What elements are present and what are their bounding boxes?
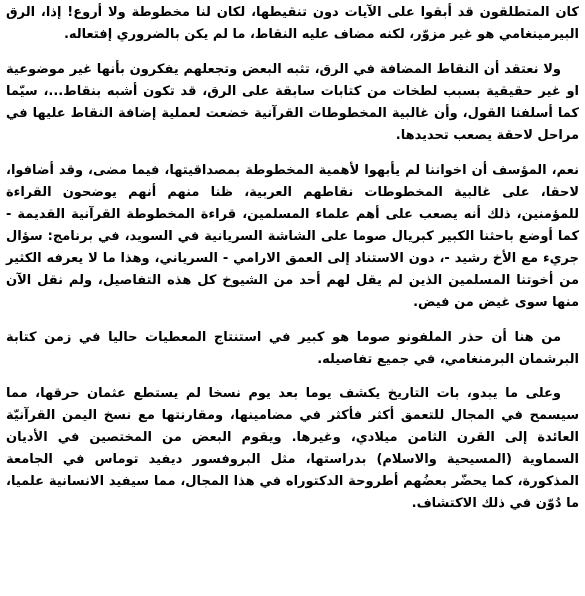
paragraph-1: كان المتطلقون قد أبقوا على الآيات دون تنقيطها، لكان لنا مخطوطة ولا أروع! إذا، الرق البيرمينغامي هو غير مزوّر، لكنه مضاف عليه النقاط، ما لم يكن بالضروري إفتعاله. [6, 5, 579, 42]
paragraph-2: ولا نعتقد أن النقاط المضافة في الرق، تثبه البعض وتجعلهم يفكرون بأنها غير موضوعية او غير حقيقية بسبب لطخات من كتابات سابقة على الرق، قد تكون أشبه بنقاط...، سيّما كما أسلفنا القول، وأن غالبية المخطوطات القرآنية خضعت لعملية إضافة النقاط عليها في مراحل لاحقة يصعب تحديدها. [6, 62, 579, 143]
article-page [6, 0, 579, 596]
paragraph-4: من هنا أن حذر الملفونو صوما هو كبير في استنتاج المعطيات حاليا في زمن كتابة البرشمان البرمنغامي، في جميع تفاصيله. [6, 330, 579, 367]
paragraph-5: وعلى ما يبدو، بات التاريخ يكشف يوما بعد يوم نسخا لم يستطع عثمان حرقها، مما سيسمح في المجال للتعمق أكثر فأكثر في مضامينها، ومقارنتها مع نسخ اليمن القرآنيّة العائدة إلى القرن الثامن ميلادي، وغيرها. ويقوم البعض من المختصين في الأديان السماوية (المسيحية والاسلام) بدراستها، مثل البروفسور ديفيد توماس في الجامعة المذكورة، كما يحضّر بعضُهم أطروحة الدكتوراه في هذا المجال، مما سيفيد الانسانية علميا، ما دُوّن في ذلك الاكتشاف. [6, 386, 579, 511]
paragraph-3: نعم، المؤسف أن اخواننا لم يأبهوا لأهمية المخطوطة بمصداقيتها، فيما مضى، وقد أضافوا، لاحقا، على غالبية المخطوطات نقاطهم العربية، ظنا منهم أنهم يوضحون القراءة للمؤمنين، ذلك أنه يصعب على أهم علماء المسلمين، قراءة المخطوطة القرآنية القديمة - كما أوضع باحثنا الكبير كبريال صوما على الشاشة السريانية في السويد، في برنامج: سؤال جريء مع الأخ رشيد -، دون الاستناد إلى العمق الارامي - السرياني، وهذا ما لا يعرفه الكثير من أخوتنا المسلمين الذين لم يقل لهم أحد من الشيوخ كل هذه التفاصيل، ولم نقل الآن منها سوى غيض من فيض. [6, 163, 579, 310]
